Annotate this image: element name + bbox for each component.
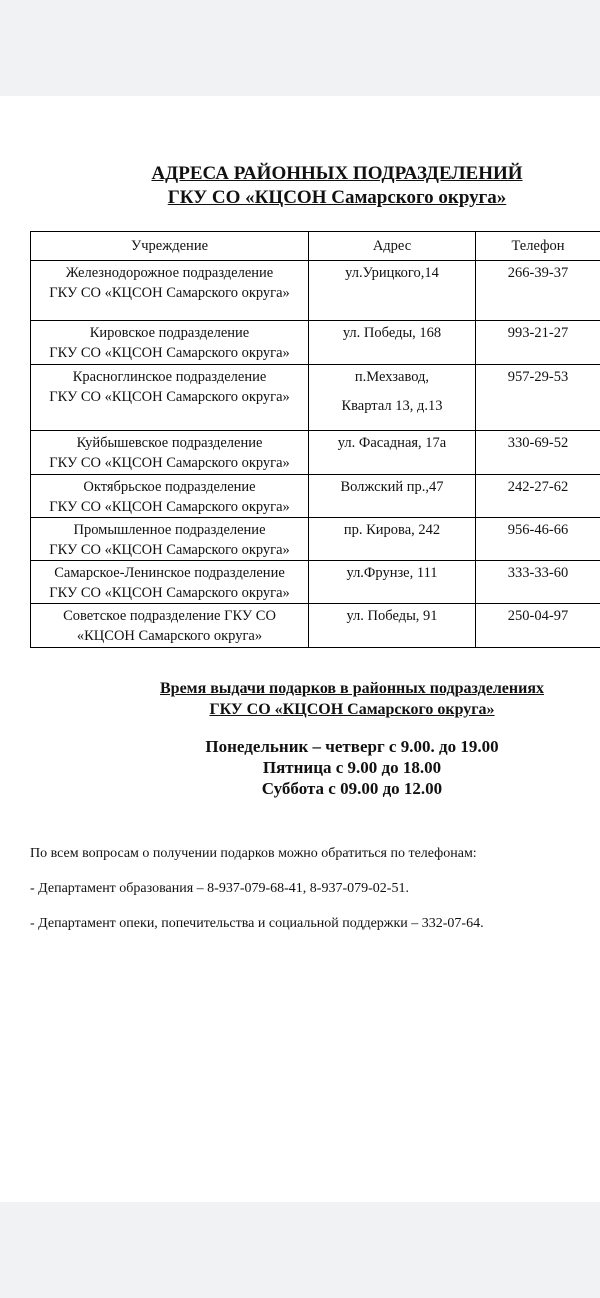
institution-cell <box>31 604 309 648</box>
table-row <box>31 431 600 475</box>
phone-cell: 993-21-27 <box>476 321 600 365</box>
contacts-section <box>30 844 600 949</box>
institution-cell <box>31 431 309 475</box>
institution-name: Октябрьское подразделение <box>83 479 256 495</box>
address-line-2: Квартал 13, д.13 <box>341 398 443 414</box>
institution-cell <box>31 321 309 365</box>
institution-name: Железнодорожное подразделение <box>65 265 274 281</box>
table-row <box>31 561 600 604</box>
title-line-2: ГКУ СО «КЦСОН Самарского округа» <box>167 187 507 208</box>
institution-name: Самарское-Ленинское подразделение <box>54 565 285 581</box>
header-address: Адрес <box>309 232 476 261</box>
issue-times-line-1: Время выдачи подарков в районных подразделениях <box>160 680 544 697</box>
institution-org: ГКУ СО «КЦСОН Самарского округа» <box>49 345 290 361</box>
phone-cell: 330-69-52 <box>476 431 600 475</box>
address-cell: ул. Победы, 168 <box>309 321 476 365</box>
institution-cell <box>31 365 309 431</box>
document-page <box>0 96 600 1202</box>
contacts-guardianship: - Департамент опеки, попечительства и социальной поддержки – 332-07-64. <box>30 916 484 931</box>
institution-cell <box>31 261 309 321</box>
institution-name: Советское подразделение ГКУ СО <box>63 608 276 624</box>
schedule-saturday: Суббота с 09.00 до 12.00 <box>261 779 443 798</box>
header-phone: Телефон <box>476 232 600 261</box>
institution-name: Красноглинское подразделение <box>72 369 267 385</box>
institution-org: ГКУ СО «КЦСОН Самарского округа» <box>49 542 290 558</box>
institution-org: ГКУ СО «КЦСОН Самарского округа» <box>49 389 290 405</box>
institution-org: ГКУ СО «КЦСОН Самарского округа» <box>49 455 290 471</box>
table-header-row <box>31 232 600 261</box>
institution-name: Промышленное подразделение <box>73 522 266 538</box>
table-row <box>31 475 600 518</box>
phone-cell: 250-04-97 <box>476 604 600 648</box>
phone-cell: 956-46-66 <box>476 518 600 561</box>
top-background <box>0 0 600 76</box>
issue-times-line-2: ГКУ СО «КЦСОН Самарского округа» <box>209 701 495 718</box>
institution-org: ГКУ СО «КЦСОН Самарского округа» <box>49 285 290 301</box>
table-row <box>31 518 600 561</box>
phone-cell: 333-33-60 <box>476 561 600 604</box>
table-row <box>31 365 600 431</box>
institution-cell <box>31 475 309 518</box>
institution-cell <box>31 518 309 561</box>
address-cell: Волжский пр.,47 <box>309 475 476 518</box>
phone-cell: 266-39-37 <box>476 261 600 321</box>
institution-org: ГКУ СО «КЦСОН Самарского округа» <box>49 585 290 601</box>
institution-cell <box>31 561 309 604</box>
address-cell: пр. Кирова, 242 <box>309 518 476 561</box>
bottom-background <box>0 1202 600 1298</box>
contacts-intro: По всем вопросам о получении подарков можно обратиться по телефонам: <box>30 846 477 861</box>
institution-org: ГКУ СО «КЦСОН Самарского округа» <box>49 499 290 515</box>
table-row <box>31 604 600 648</box>
address-cell: ул.Урицкого,14 <box>309 261 476 321</box>
page-title <box>0 162 600 210</box>
address-cell <box>309 365 476 431</box>
schedule-weekdays: Понедельник – четверг с 9.00. до 19.00 <box>205 737 499 756</box>
institution-name: Куйбышевское подразделение <box>76 435 263 451</box>
address-cell: ул. Победы, 91 <box>309 604 476 648</box>
schedule-friday: Пятница с 9.00 до 18.00 <box>262 758 442 777</box>
contacts-education: - Департамент образования – 8-937-079-68-41, 8-937-079-02-51. <box>30 881 409 896</box>
title-line-1: АДРЕСА РАЙОННЫХ ПОДРАЗДЕЛЕНИЙ <box>151 163 523 184</box>
institution-org: «КЦСОН Самарского округа» <box>76 628 263 644</box>
header-institution: Учреждение <box>31 232 309 261</box>
table-row <box>31 321 600 365</box>
schedule <box>0 736 600 799</box>
address-line-1: п.Мехзавод, <box>354 369 430 385</box>
table-row <box>31 261 600 321</box>
address-cell: ул. Фасадная, 17а <box>309 431 476 475</box>
issue-times-heading <box>0 678 600 720</box>
address-cell: ул.Фрунзе, 111 <box>309 561 476 604</box>
phone-cell: 957-29-53 <box>476 365 600 431</box>
phone-cell: 242-27-62 <box>476 475 600 518</box>
divisions-table <box>30 231 600 648</box>
institution-name: Кировское подразделение <box>89 325 250 341</box>
